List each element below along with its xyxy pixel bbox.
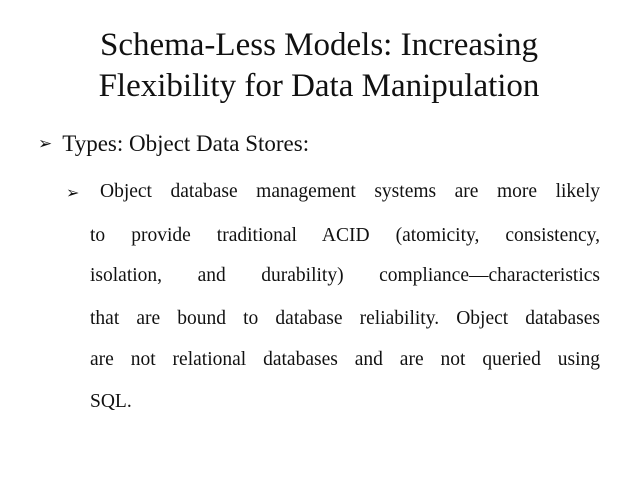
body-line-3: isolation, and durability) compliance—characteristics (90, 265, 600, 286)
body-line-2: to provide traditional ACID (atomicity, consistency, (90, 225, 600, 246)
arrow-bullet-icon: ➢ (38, 134, 53, 154)
slide-title-line-1: Schema-Less Models: Increasing (99, 27, 539, 63)
body-line-4: that are bound to database reliability. Object databases (90, 308, 600, 329)
body-line-6: SQL. (90, 391, 132, 412)
slide-title-line-2: Flexibility for Data Manipulation (98, 68, 540, 104)
bullet-level-1 (38, 130, 309, 158)
body-line-5: are not relational databases and are not queried using (90, 349, 600, 370)
bullet-level-1-text: Types: Object Data Stores: (62, 131, 310, 156)
slide-title (40, 25, 598, 107)
body-line-1: Object database management systems are more likely (100, 181, 600, 202)
arrow-bullet-icon: ➢ (66, 183, 80, 202)
